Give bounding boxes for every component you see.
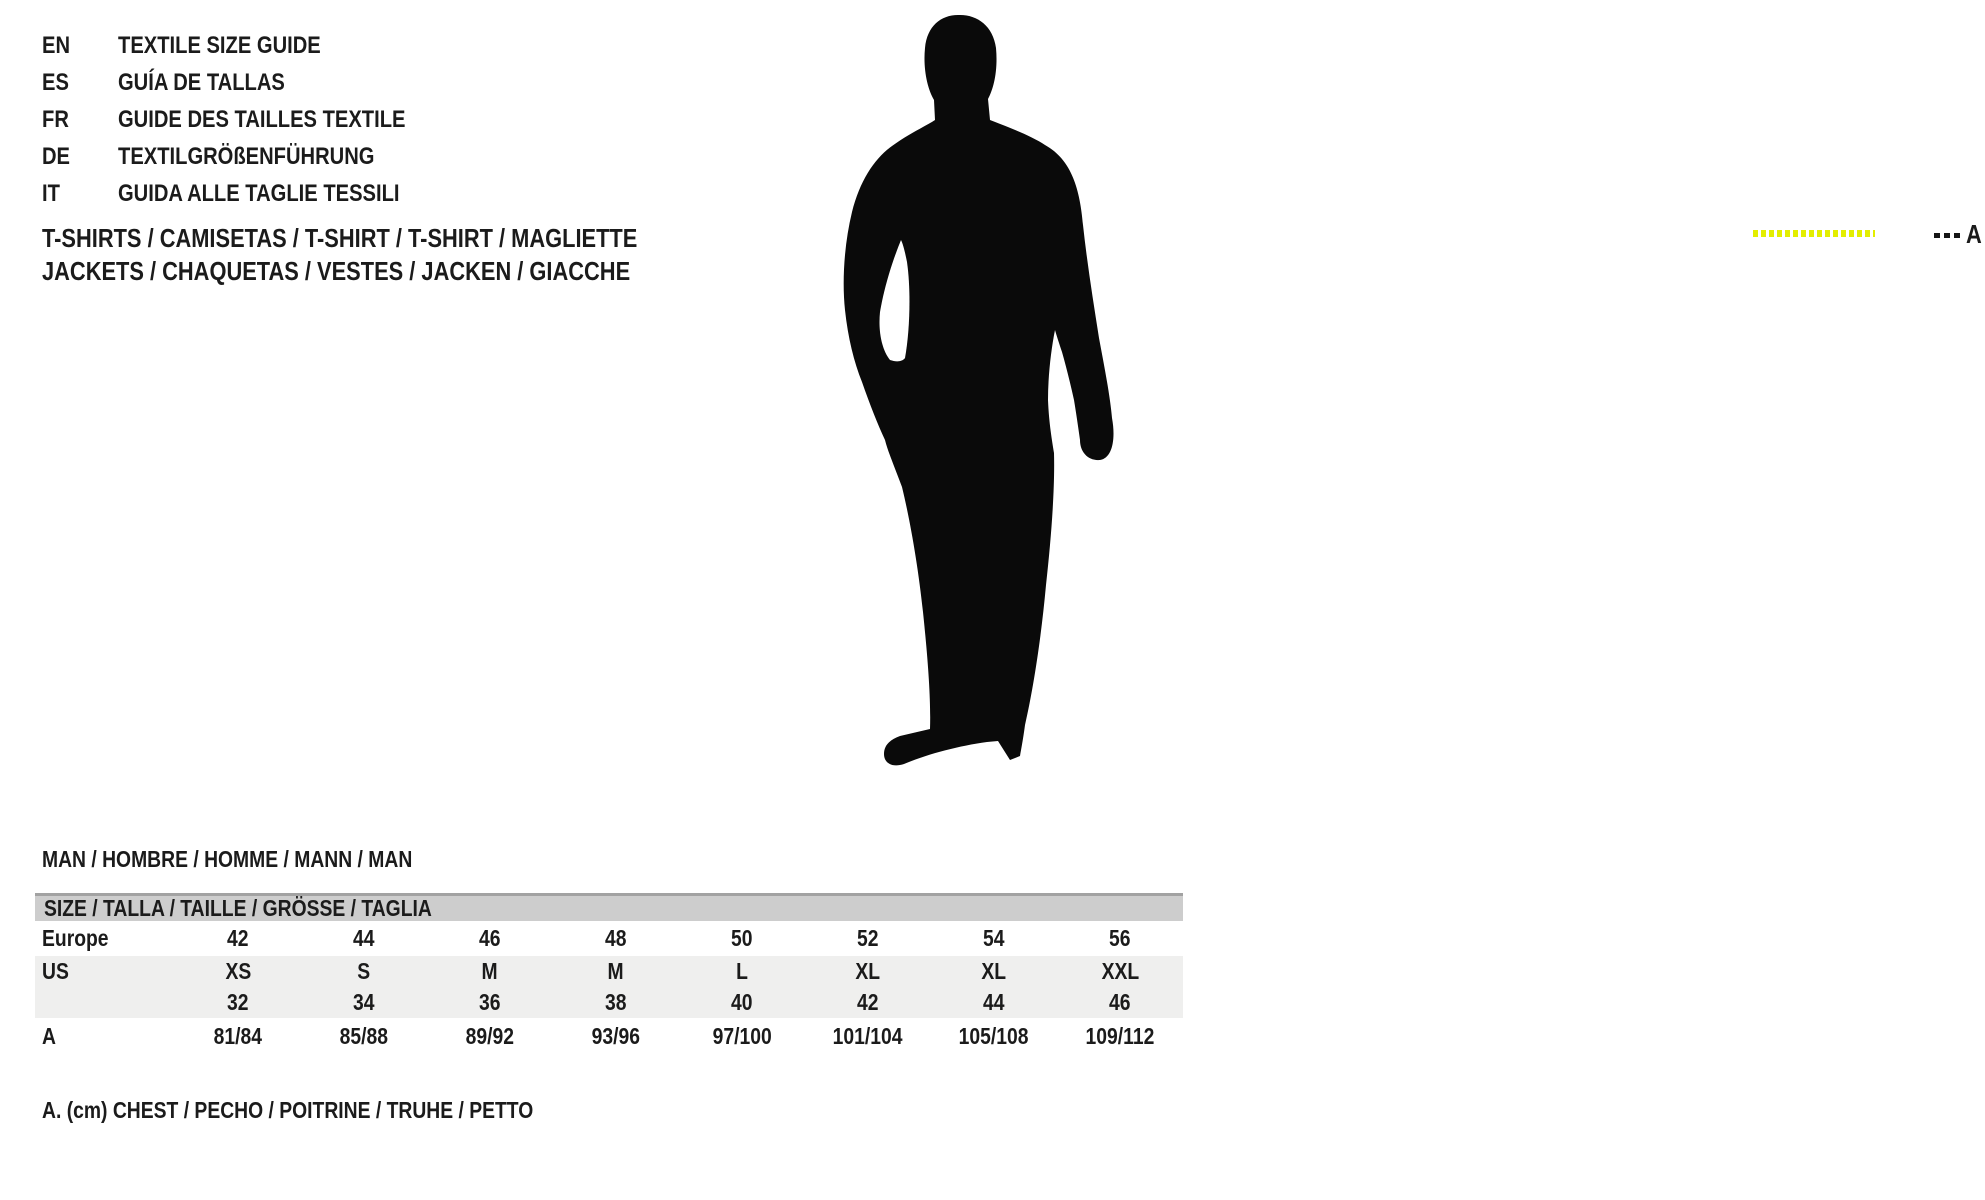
size-table-header-label: SIZE / TALLA / TAILLE / GRÖSSE / TAGLIA — [44, 895, 432, 921]
table-row-numeric — [35, 987, 1183, 1018]
language-code: FR — [42, 105, 69, 133]
cell: 46 — [1109, 989, 1131, 1015]
cell: 52 — [857, 925, 879, 951]
cell: 101/104 — [833, 1022, 903, 1049]
cell: 40 — [731, 989, 753, 1015]
cell: 44 — [353, 925, 375, 951]
man-silhouette-figure — [840, 0, 1982, 780]
cell: XL — [855, 958, 881, 984]
language-list — [42, 27, 460, 212]
cell: 44 — [983, 989, 1005, 1015]
man-silhouette-svg — [840, 0, 1140, 780]
language-code: IT — [42, 179, 60, 207]
language-row-en — [42, 27, 460, 64]
language-code: EN — [42, 31, 71, 59]
cell: 85/88 — [339, 1022, 389, 1049]
cell: 89/92 — [465, 1022, 515, 1049]
cell: M — [481, 958, 499, 984]
language-title: TEXTILE SIZE GUIDE — [118, 31, 321, 59]
language-code: DE — [42, 142, 71, 170]
category-line-tshirts: T-SHIRTS / CAMISETAS / T-SHIRT / T-SHIRT / MAGLIETTE — [42, 223, 638, 253]
cell: 109/112 — [1085, 1022, 1155, 1049]
cell: 48 — [605, 925, 627, 951]
language-title: GUIDE DES TAILLES TEXTILE — [118, 105, 406, 133]
row-label: US — [42, 958, 69, 984]
cell: 34 — [353, 989, 375, 1015]
table-row-chest-a — [35, 1018, 1183, 1054]
cell: M — [607, 958, 625, 984]
language-row-de — [42, 138, 460, 175]
footnote-chest: A. (cm) CHEST / PECHO / POITRINE / TRUHE / PETTO — [42, 1097, 534, 1123]
category-lines — [42, 222, 751, 288]
chest-measure-dotted-line — [1753, 230, 1875, 237]
cell: 54 — [983, 925, 1005, 951]
table-row-us — [35, 956, 1183, 987]
language-code: ES — [42, 68, 69, 96]
language-title: GUIDA ALLE TAGLIE TESSILI — [118, 179, 400, 207]
measure-a-label: A — [1966, 219, 1982, 249]
language-row-fr — [42, 101, 460, 138]
cell: 97/100 — [712, 1022, 772, 1049]
cell: 42 — [857, 989, 879, 1015]
cell: 46 — [479, 925, 501, 951]
cell: 32 — [227, 989, 249, 1015]
cell: L — [736, 958, 748, 984]
row-label: Europe — [42, 925, 109, 951]
language-row-it — [42, 175, 460, 212]
category-line-jackets: JACKETS / CHAQUETAS / VESTES / JACKEN / GIACCHE — [42, 256, 631, 286]
row-label: A — [42, 1022, 56, 1049]
language-row-es — [42, 64, 460, 101]
size-table-header — [35, 893, 1183, 921]
cell: XS — [225, 958, 251, 984]
cell: 38 — [605, 989, 627, 1015]
cell: 42 — [227, 925, 249, 951]
cell: 81/84 — [213, 1022, 263, 1049]
section-title-man: MAN / HOMBRE / HOMME / MANN / MAN — [42, 846, 413, 872]
cell: 50 — [731, 925, 753, 951]
cell: XXL — [1101, 958, 1139, 984]
measure-a-dash-line — [1934, 233, 1961, 238]
language-title: TEXTILGRÖßENFÜHRUNG — [118, 142, 375, 170]
table-row-europe — [35, 921, 1183, 956]
cell: S — [357, 958, 371, 984]
cell: 105/108 — [959, 1022, 1029, 1049]
cell: XL — [981, 958, 1007, 984]
cell: 56 — [1109, 925, 1131, 951]
language-title: GUÍA DE TALLAS — [118, 68, 285, 96]
cell: 93/96 — [591, 1022, 641, 1049]
size-table — [35, 893, 1183, 1054]
cell: 36 — [479, 989, 501, 1015]
